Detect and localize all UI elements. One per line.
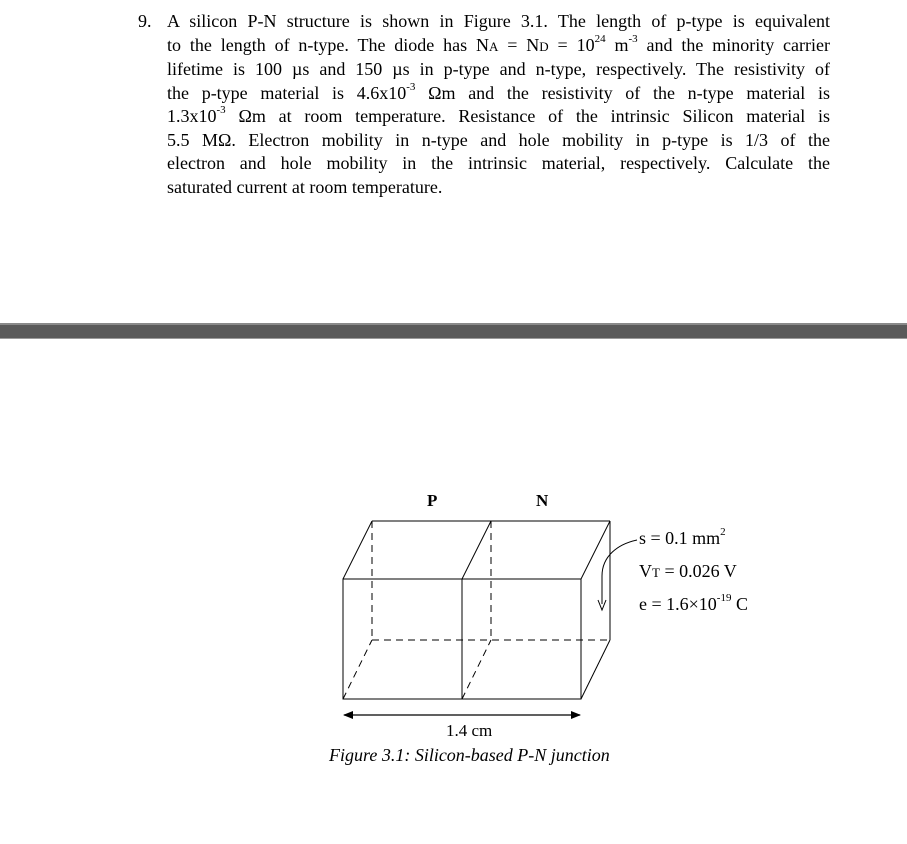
p-region-label: P bbox=[427, 491, 438, 510]
problem-line-1: A silicon P-N structure is shown in Figure 3.1. The length of p-type is equivalent bbox=[167, 11, 830, 31]
param-thermal-voltage: VT = 0.026 V bbox=[639, 561, 737, 581]
problem-line-5: $1.3x10^{-3}$ Ωm at room temperature. Resistance of the intrinsic Silicon material is bbox=[167, 104, 830, 126]
problem-number: 9. bbox=[138, 11, 152, 31]
param-electron-charge: $e = 1.6\times 10^{-19}$ C bbox=[639, 592, 748, 614]
problem-line-3: lifetime is 100 µs and 150 µs in p-type and n-type, respectively. The resistivity of bbox=[167, 59, 830, 79]
p-block-front bbox=[343, 579, 462, 699]
n-region-label: N bbox=[536, 491, 549, 510]
problem-line-6: 5.5 MΩ. Electron mobility in n-type and hole mobility in p-type is 1/3 of the bbox=[167, 129, 830, 150]
problem-line-7: electron and hole mobility in the intrinsic material, respectively. Calculate the bbox=[167, 153, 830, 173]
problem-line-8: saturated current at room temperature. bbox=[167, 176, 443, 197]
block-outline bbox=[343, 521, 610, 699]
area-leader-line bbox=[602, 540, 637, 604]
problem-line-2: to the length of n-type. The diode has NA = ND = $10^{24}$ $m^{-3}$ and the minority carrier bbox=[167, 32, 831, 55]
hidden-edges bbox=[343, 521, 610, 699]
problem-line-4: the p-type material is $4.6x10^{-3}$ Ωm and the resistivity of the n-type material is bbox=[167, 80, 831, 103]
figure-caption: Figure 3.1: Silicon-based P-N junction bbox=[329, 745, 610, 765]
n-block-front bbox=[462, 579, 581, 699]
param-area: s = 0.1 $mm^2$ bbox=[639, 526, 726, 548]
length-dimension-label: 1.4 cm bbox=[446, 721, 493, 740]
